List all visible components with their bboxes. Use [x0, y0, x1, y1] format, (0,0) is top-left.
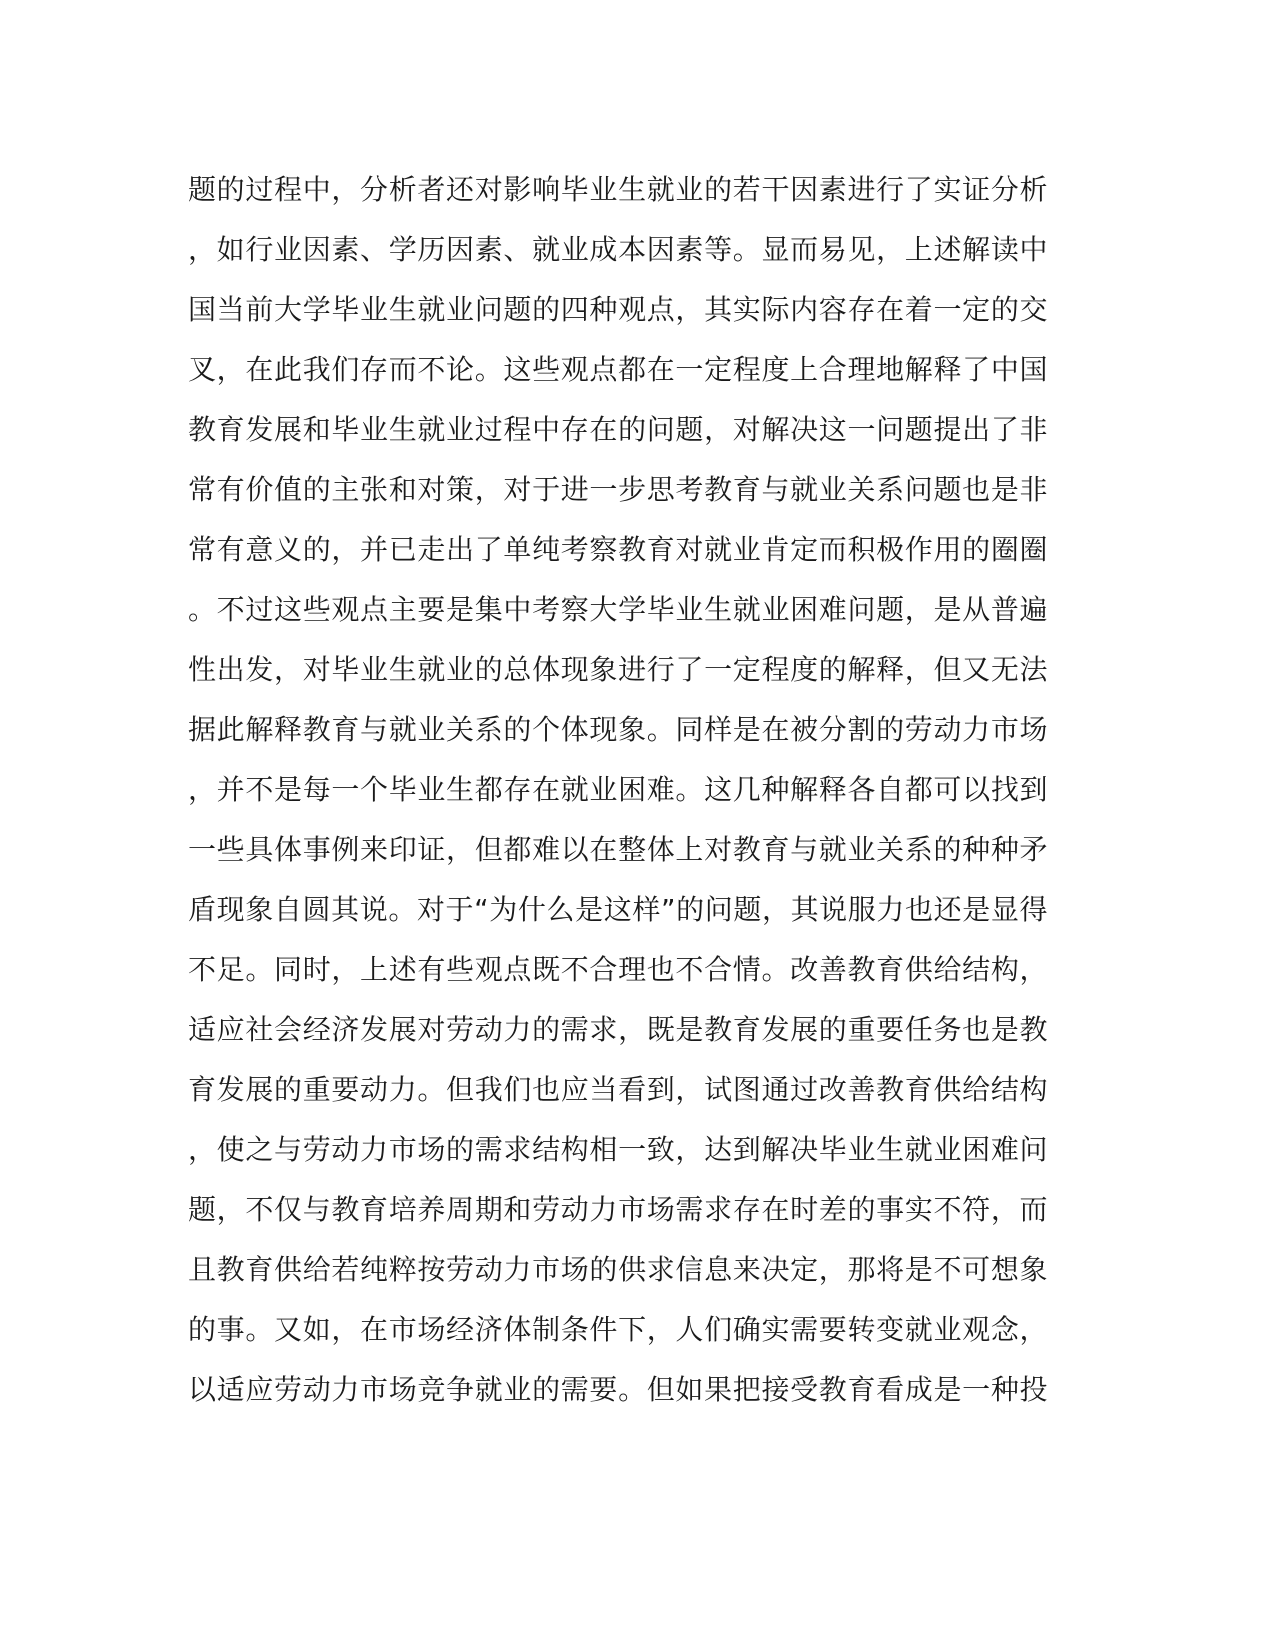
text-line: 以适应劳动力市场竞争就业的需要。但如果把接受教育看成是一种投: [188, 1373, 1048, 1406]
text-line: 。不过这些观点主要是集中考察大学毕业生就业困难问题，是从普遍: [188, 593, 1048, 626]
text-line: 教育发展和毕业生就业过程中存在的问题，对解决这一问题提出了非: [188, 413, 1048, 446]
text-line: 题的过程中，分析者还对影响毕业生就业的若干因素进行了实证分析: [188, 173, 1048, 206]
text-line: 题，不仅与教育培养周期和劳动力市场需求存在时差的事实不符，而: [188, 1193, 1048, 1226]
text-line: 的事。又如，在市场经济体制条件下，人们确实需要转变就业观念，: [188, 1313, 1048, 1346]
text-line: 叉，在此我们存而不论。这些观点都在一定程度上合理地解释了中国: [188, 353, 1048, 386]
text-line: 国当前大学毕业生就业问题的四种观点，其实际内容存在着一定的交: [188, 293, 1048, 326]
text-line: 一些具体事例来印证，但都难以在整体上对教育与就业关系的种种矛: [188, 833, 1048, 866]
text-line: 且教育供给若纯粹按劳动力市场的供求信息来决定，那将是不可想象: [188, 1253, 1048, 1286]
text-line: ，并不是每一个毕业生都存在就业困难。这几种解释各自都可以找到: [188, 773, 1048, 806]
text-line: 适应社会经济发展对劳动力的需求，既是教育发展的重要任务也是教: [188, 1013, 1048, 1046]
body-text: [188, 160, 1048, 1420]
text-line: 常有意义的，并已走出了单纯考察教育对就业肯定而积极作用的圈圈: [188, 533, 1048, 566]
text-line: 常有价值的主张和对策，对于进一步思考教育与就业关系问题也是非: [188, 473, 1048, 506]
text-line: 育发展的重要动力。但我们也应当看到，试图通过改善教育供给结构: [188, 1073, 1048, 1106]
text-line: ，如行业因素、学历因素、就业成本因素等。显而易见，上述解读中: [188, 233, 1048, 266]
text-line: 盾现象自圆其说。对于“为什么是这样”的问题，其说服力也还是显得: [188, 893, 1048, 926]
text-line: 据此解释教育与就业关系的个体现象。同样是在被分割的劳动力市场: [188, 713, 1048, 746]
text-line: 性出发，对毕业生就业的总体现象进行了一定程度的解释，但又无法: [188, 653, 1048, 686]
text-line: 不足。同时，上述有些观点既不合理也不合情。改善教育供给结构，: [188, 953, 1048, 986]
text-line: ，使之与劳动力市场的需求结构相一致，达到解决毕业生就业困难问: [188, 1133, 1048, 1166]
